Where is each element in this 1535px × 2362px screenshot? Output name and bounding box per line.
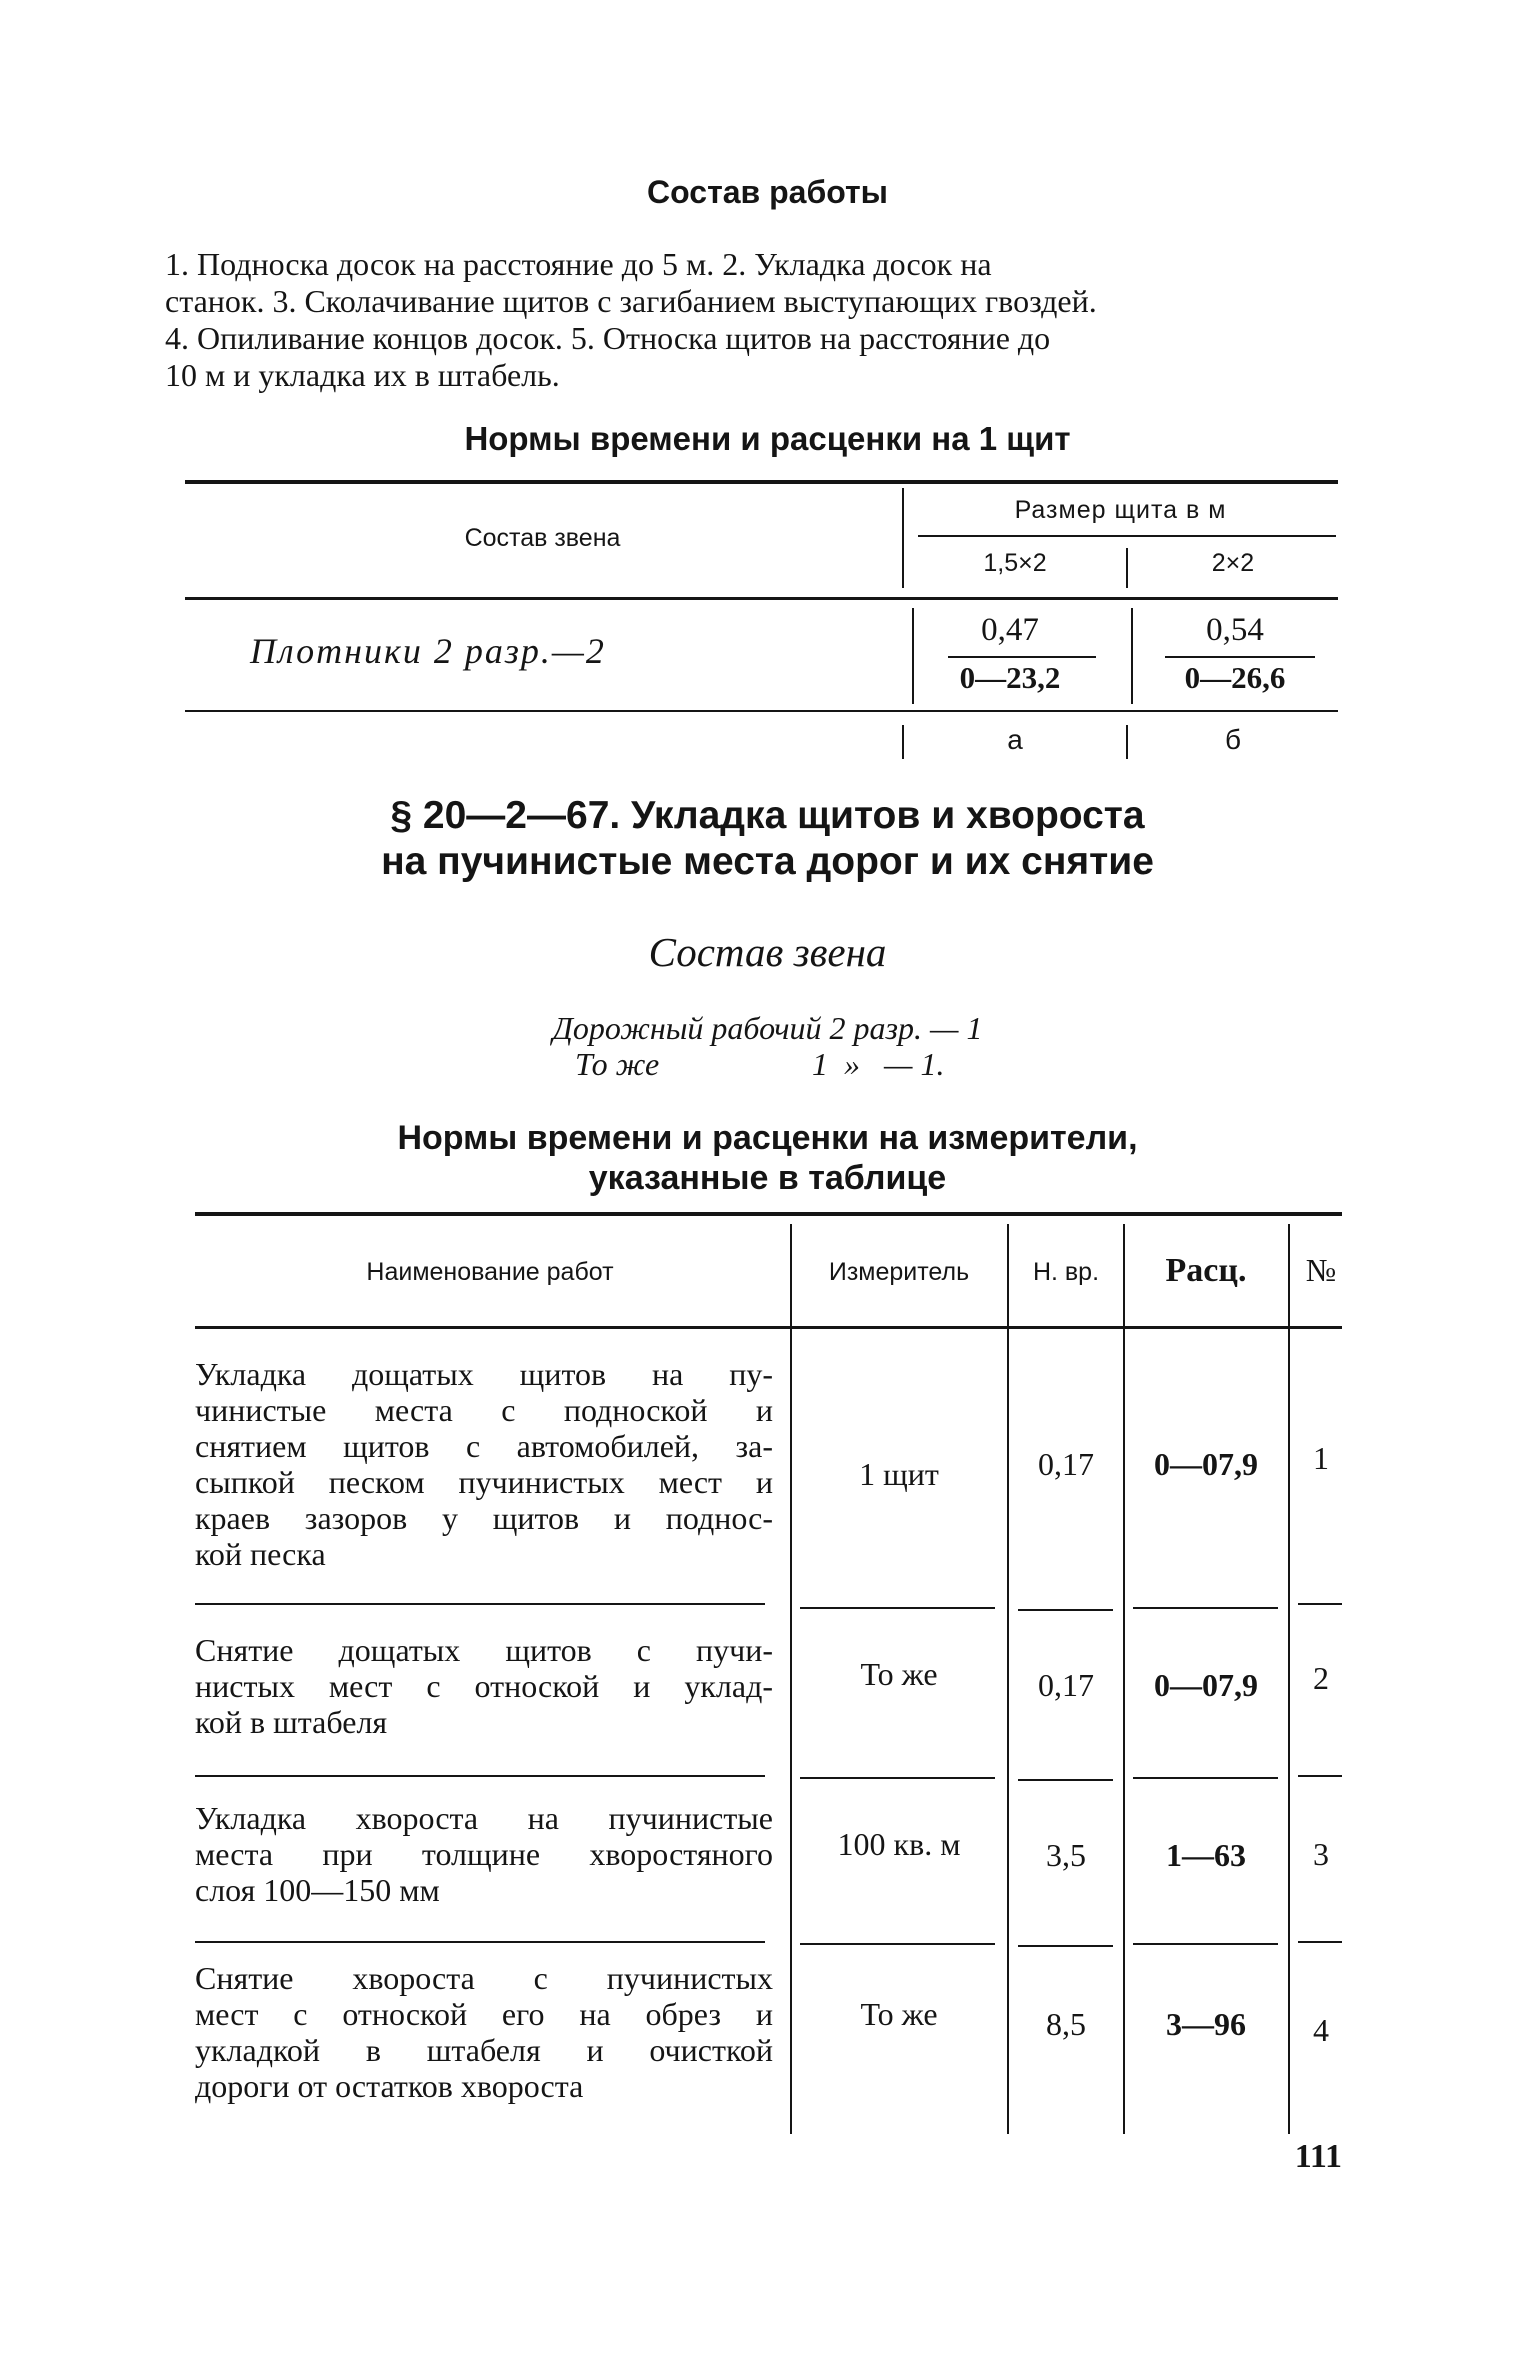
work-line: 10 м и укладка их в штабель. [165,357,560,393]
description-line: снятием щитов с автомобилей, за- [195,1428,773,1464]
table2-row-1-description [195,1356,773,1572]
table2-row-2-price: 0—07,9 [1154,1667,1258,1703]
row-rule [195,1603,765,1605]
description-line: укладкой в штабеля и очисткой [195,2032,773,2068]
work-line: 4. Опиливание концов досок. 5. Относка щитов на расстояние до [165,320,1051,356]
table1-size-header: Размер щита в м [1014,496,1227,524]
row-rule [1298,1941,1342,1943]
table2-row-3-price: 1—63 [1166,1837,1246,1873]
table1-header-rule [185,597,1338,600]
work-line: станок. 3. Сколачивание щитов с загибанием выступающих гвоздей. [165,283,1097,319]
table2-row-4-norm: 8,5 [1046,2006,1086,2042]
table2-row-2-num: 2 [1313,1660,1329,1696]
description-line: краев зазоров у щитов и поднос- [195,1500,773,1536]
table2-header-name: Наименование работ [366,1258,614,1286]
table2-col-divider [1007,1224,1009,2134]
table1-size-2: 2×2 [1211,549,1255,577]
table1-bottom-rule [185,710,1338,712]
description-line: места при толщине хворостяного [195,1836,773,1872]
table2-header-norm: Н. вр. [1032,1258,1100,1286]
table2-header-unit: Измеритель [828,1258,970,1286]
row-rule [1133,1777,1278,1779]
table2-header-num: № [1305,1252,1337,1288]
table2 [0,1200,1535,2140]
table1-body-divider [1131,608,1133,704]
table2-top-rule [195,1212,1342,1216]
row-rule [1018,1945,1113,1947]
description-line: Снятие хвороста с пучинистых [195,1960,773,1996]
table2-row-1-unit: 1 щит [859,1456,939,1492]
description-line: мест с отноской его на обрез и [195,1996,773,2032]
crew-line: Дорожный рабочий 2 разр. — 1 [552,1010,983,1046]
table1-foot-divider [902,725,904,759]
table2-header-price: Расц. [1165,1252,1247,1289]
section-title [0,793,1535,885]
description-line: кой песка [195,1536,326,1572]
row-rule [1298,1603,1342,1605]
table1-top-rule [185,480,1338,484]
crew-line-count: 1 » — 1. [812,1046,945,1082]
crew-heading: Состав звена [648,929,887,975]
table1-value-a-price: 0—23,2 [959,660,1061,695]
description-line: Укладка дощатых щитов на пу- [195,1356,773,1392]
description-line: нистых мест с отноской и уклад- [195,1668,773,1704]
table2-row-2-norm: 0,17 [1038,1667,1094,1703]
table2-row-4-price: 3—96 [1166,2006,1246,2042]
table2-row-2-unit: То же [860,1656,938,1692]
description-line: слоя 100—150 мм [195,1872,440,1908]
table2-row-3-description [195,1800,773,1908]
row-rule [1018,1609,1113,1611]
page-number: 111 [1294,2138,1342,2175]
table2-header-rule [195,1326,1342,1329]
table2-title-line: Нормы времени и расценки на измерители, [397,1119,1138,1157]
table1-size-1: 1,5×2 [983,549,1047,577]
work-line: 1. Подноска досок на расстояние до 5 м. 2. Укладка досок на [165,246,992,282]
table2-col-divider [1288,1224,1290,2134]
row-rule [195,1775,765,1777]
description-line: сыпкой песком пучинистых мест и [195,1464,773,1500]
row-rule [1133,1943,1278,1945]
table2-title-line: указанные в таблице [588,1159,947,1197]
table2-col-divider [1123,1224,1125,2134]
table2-row-1-num: 1 [1313,1440,1329,1476]
row-rule [1018,1779,1113,1781]
row-rule [800,1777,995,1779]
table1 [0,0,1535,760]
table2-row-4-num: 4 [1313,2012,1329,2048]
description-line: дороги от остатков хвороста [195,2068,584,2104]
table2-row-3-unit: 100 кв. м [837,1826,961,1862]
table2-row-4-description [195,1960,773,2104]
description-line: Снятие дощатых щитов с пучи- [195,1632,773,1668]
table1-body-divider [912,608,914,704]
fraction-bar [948,656,1096,658]
table2-row-3-norm: 3,5 [1046,1837,1086,1873]
table1-value-b-price: 0—26,6 [1184,660,1286,695]
row-rule [1298,1775,1342,1777]
table2-title [0,1118,1535,1198]
table2-row-4-unit: То же [860,1996,938,2032]
work-composition-heading: Состав работы [647,174,888,210]
crew-list [0,1010,1535,1082]
table1-col-a: а [1007,724,1023,755]
row-rule [800,1607,995,1609]
section-title-line: § 20—2—67. Укладка щитов и хвороста [390,794,1145,837]
table2-col-divider [790,1224,792,2134]
fraction-bar [1165,656,1315,658]
row-rule [1133,1607,1278,1609]
table1-title: Нормы времени и расценки на 1 щит [464,420,1071,457]
table2-row-1-norm: 0,17 [1038,1446,1094,1482]
row-rule [800,1943,995,1945]
table1-divider [902,488,904,588]
row-rule [195,1941,765,1943]
table1-value-b-time: 0,54 [1206,612,1264,648]
description-line: чинистые места с подноской и [195,1392,773,1428]
description-line: Укладка хвороста на пучинистые [195,1800,773,1836]
table2-row-2-description [195,1632,773,1740]
crew-line-same: То же [575,1046,660,1082]
description-line: кой в штабеля [195,1704,388,1740]
table1-row-label: Плотники 2 разр.—2 [250,631,606,671]
table2-row-3-num: 3 [1313,1836,1329,1872]
table1-value-a-time: 0,47 [981,612,1039,648]
table1-col-b: б [1224,724,1242,755]
table1-size-rule [918,535,1336,537]
section-title-line: на пучинистые места дорог и их снятие [381,840,1154,883]
table2-row-1-price: 0—07,9 [1154,1446,1258,1482]
table1-col-header: Состав звена [464,524,621,552]
